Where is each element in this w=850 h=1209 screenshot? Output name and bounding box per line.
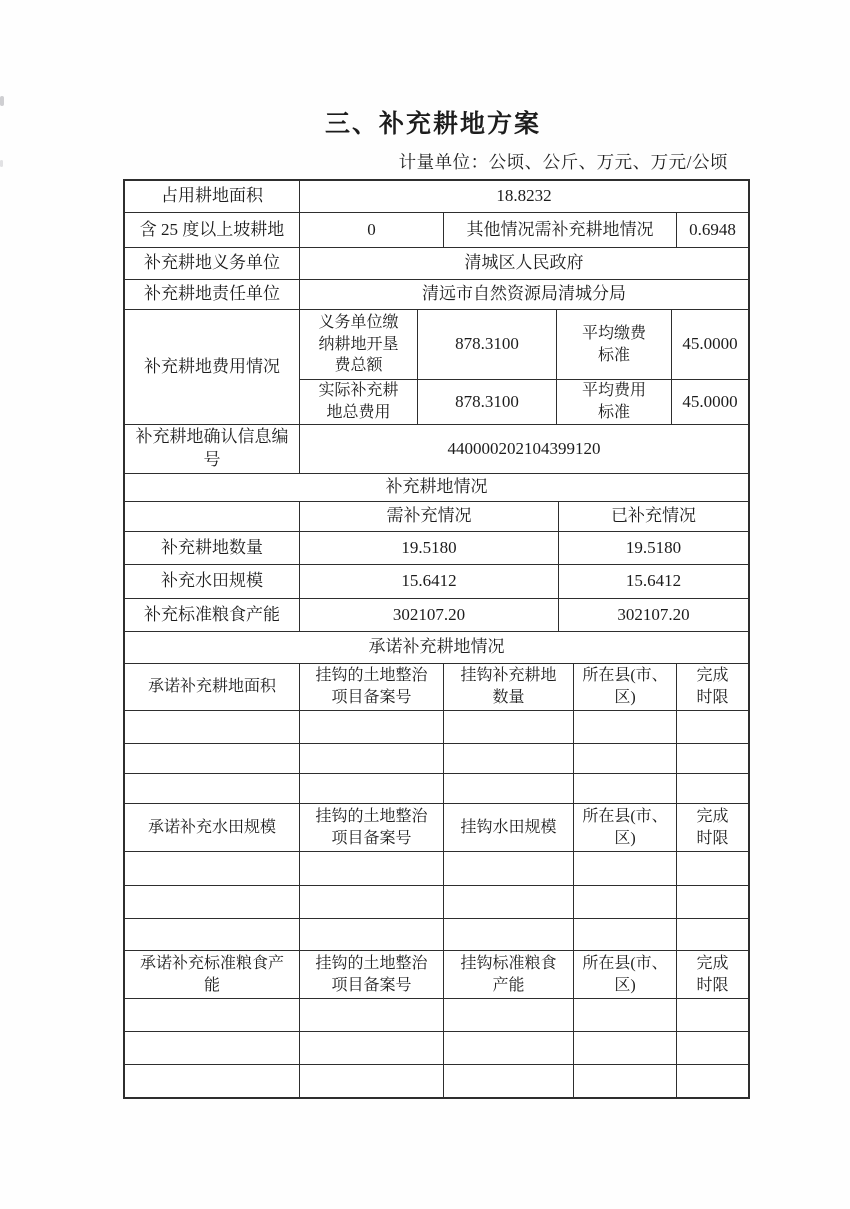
table-row <box>125 280 748 310</box>
commitment3-label: 承诺补充标准粮食产能 <box>125 951 300 998</box>
other-need-value: 0.6948 <box>689 219 736 239</box>
commitment2-header-row <box>125 804 748 852</box>
commitment3-project-col: 挂钩的土地整治项目备案号 <box>300 951 444 998</box>
quantity-done: 19.5180 <box>625 537 682 557</box>
empty-cell <box>677 1065 748 1097</box>
fee2-item-label: 实际补充耕地总费用 <box>300 380 418 424</box>
empty-cell <box>300 919 444 950</box>
paddy-label: 补充水田规模 <box>125 565 300 598</box>
commitment2-deadline-col: 完成时限 <box>696 807 729 847</box>
empty-row <box>125 886 748 919</box>
empty-row <box>125 999 748 1032</box>
empty-cell <box>574 711 677 743</box>
paddy-need: 15.6412 <box>300 565 559 598</box>
scan-speck <box>0 160 3 167</box>
empty-cell <box>444 852 574 885</box>
empty-cell <box>125 1032 300 1064</box>
fee-row-1 <box>300 310 748 380</box>
empty-cell <box>444 999 574 1031</box>
other-need-label: 其他情况需补充耕地情况 <box>444 213 677 247</box>
empty-row <box>125 919 748 951</box>
quantity-label: 补充耕地数量 <box>125 532 300 564</box>
fee-row-2 <box>300 380 748 424</box>
empty-row <box>125 774 748 804</box>
empty-cell <box>677 919 748 950</box>
commitment3-deadline-col: 完成时限 <box>696 954 729 994</box>
empty-cell <box>677 711 748 743</box>
fee1-avg-value: 45.0000 <box>682 334 738 354</box>
fee1-item-label: 义务单位缴纳耕地开垦费总额 <box>300 310 418 379</box>
fee-block-row <box>125 310 748 425</box>
responsible-unit-value: 清远市自然资源局清城分局 <box>422 284 626 304</box>
empty-cell <box>300 886 444 918</box>
empty-cell <box>444 711 574 743</box>
empty-cell <box>300 774 444 803</box>
obligation-unit-label: 补充耕地义务单位 <box>125 248 300 279</box>
empty-cell <box>300 852 444 885</box>
empty-cell <box>677 774 748 803</box>
commitment1-label: 承诺补充耕地面积 <box>125 664 300 710</box>
empty-cell <box>574 919 677 950</box>
empty-cell <box>125 744 300 773</box>
empty-cell <box>574 886 677 918</box>
commitment1-linked-col: 挂钩补充耕地数量 <box>444 664 574 710</box>
table-row <box>125 502 748 532</box>
empty-row <box>125 711 748 744</box>
commitment2-project-col: 挂钩的土地整治项目备案号 <box>300 804 444 851</box>
commitment3-header-row <box>125 951 748 999</box>
commitment3-county-col: 所在县(市、区) <box>574 951 677 998</box>
commitment1-project-col: 挂钩的土地整治项目备案号 <box>300 664 444 710</box>
commitment2-label: 承诺补充水田规模 <box>125 804 300 851</box>
table-row <box>125 425 748 474</box>
empty-row <box>125 1065 748 1097</box>
done-column-header: 已补充情况 <box>611 506 696 526</box>
empty-cell <box>125 886 300 918</box>
need-column-header: 需补充情况 <box>300 502 559 531</box>
empty-cell <box>125 774 300 803</box>
confirm-number-value: 440000202104399120 <box>447 438 601 458</box>
capacity-need: 302107.20 <box>300 599 559 631</box>
empty-cell <box>574 744 677 773</box>
supplementary-cultivated-land-table <box>123 179 750 1099</box>
empty-row <box>125 744 748 774</box>
commitment-section-title: 承诺补充耕地情况 <box>368 637 505 657</box>
empty-cell <box>574 999 677 1031</box>
situation-section-title: 补充耕地情况 <box>385 477 488 497</box>
empty-cell <box>444 919 574 950</box>
commitment3-linked-col: 挂钩标准粮食产能 <box>444 951 574 998</box>
empty-cell <box>125 502 300 531</box>
empty-row <box>125 852 748 886</box>
empty-cell <box>444 774 574 803</box>
table-row <box>125 248 748 280</box>
fee-label: 补充耕地费用情况 <box>125 310 300 424</box>
empty-cell <box>677 1032 748 1064</box>
empty-cell <box>444 744 574 773</box>
empty-cell <box>574 1065 677 1097</box>
empty-cell <box>444 886 574 918</box>
table-row <box>125 474 748 502</box>
empty-cell <box>444 1032 574 1064</box>
fee2-avg-label: 平均费用标准 <box>557 380 672 424</box>
table-row <box>125 565 748 599</box>
empty-cell <box>125 1065 300 1097</box>
confirm-number-label: 补充耕地确认信息编号 <box>125 425 300 473</box>
empty-cell <box>300 1032 444 1064</box>
commitment1-header-row <box>125 664 748 711</box>
obligation-unit-value: 清城区人民政府 <box>464 253 584 273</box>
table-row <box>125 213 748 248</box>
capacity-label: 补充标准粮食产能 <box>125 599 300 631</box>
table-row <box>125 632 748 664</box>
commitment1-county-col: 所在县(市、区) <box>574 664 677 710</box>
empty-cell <box>300 999 444 1031</box>
empty-cell <box>677 852 748 885</box>
page-title: 三、补充耕地方案 <box>324 111 541 138</box>
fee1-amount: 878.3100 <box>418 310 557 379</box>
empty-cell <box>677 744 748 773</box>
empty-cell <box>677 886 748 918</box>
fee1-avg-label: 平均缴费标准 <box>557 310 672 379</box>
empty-cell <box>125 999 300 1031</box>
occupied-area-value: 18.8232 <box>496 186 552 206</box>
table-row <box>125 181 748 213</box>
capacity-done: 302107.20 <box>617 604 690 624</box>
empty-cell <box>300 1065 444 1097</box>
fee2-amount: 878.3100 <box>418 380 557 424</box>
empty-cell <box>574 774 677 803</box>
occupied-area-label: 占用耕地面积 <box>125 181 300 212</box>
empty-cell <box>574 1032 677 1064</box>
empty-cell <box>125 711 300 743</box>
commitment2-county-col: 所在县(市、区) <box>574 804 677 851</box>
empty-cell <box>300 744 444 773</box>
empty-cell <box>444 1065 574 1097</box>
paddy-done: 15.6412 <box>625 571 682 591</box>
empty-cell <box>574 852 677 885</box>
table-row <box>125 532 748 565</box>
slope25-label: 含 25 度以上坡耕地 <box>125 213 300 247</box>
fee-subtable <box>300 310 748 424</box>
empty-row <box>125 1032 748 1065</box>
empty-cell <box>125 852 300 885</box>
empty-cell <box>677 999 748 1031</box>
empty-cell <box>125 919 300 950</box>
table-row <box>125 599 748 632</box>
quantity-need: 19.5180 <box>300 532 559 564</box>
measurement-unit-note: 计量单位：公顷、公斤、万元、万元/公顷 <box>398 152 728 172</box>
fee2-avg-value: 45.0000 <box>682 391 738 411</box>
responsible-unit-label: 补充耕地责任单位 <box>125 280 300 309</box>
commitment2-linked-col: 挂钩水田规模 <box>444 804 574 851</box>
slope25-value: 0 <box>300 213 444 247</box>
empty-cell <box>300 711 444 743</box>
commitment1-deadline-col: 完成时限 <box>696 667 729 706</box>
